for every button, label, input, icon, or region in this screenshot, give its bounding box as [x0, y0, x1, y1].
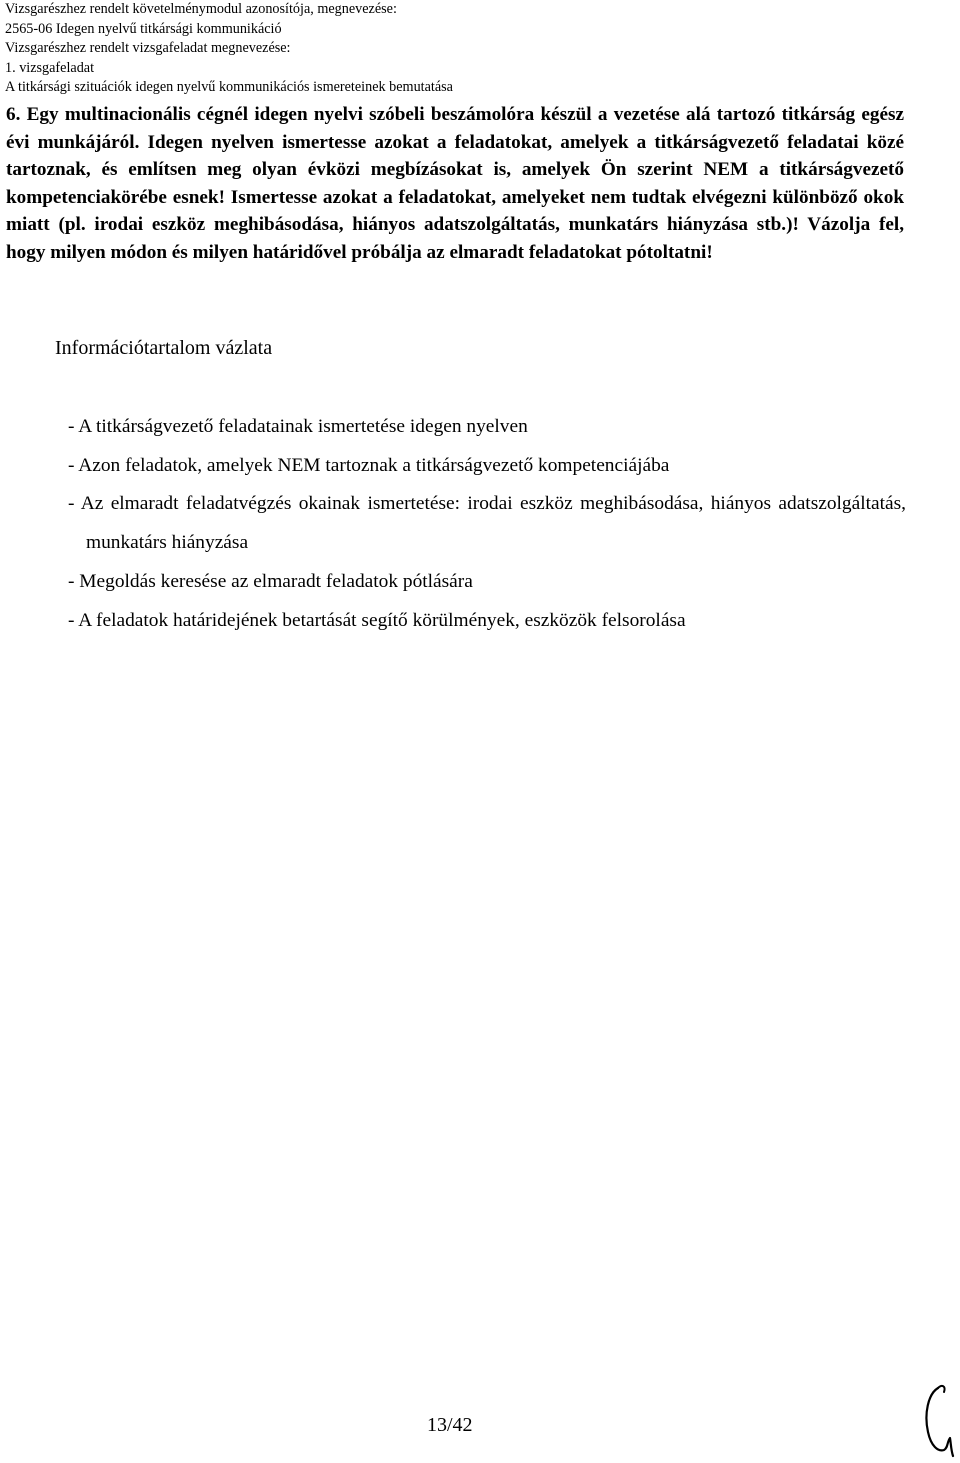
header-module-label: Vizsgarészhez rendelt követelménymodul azonosítója, megnevezése: [5, 1, 397, 17]
outline-item: - A titkárságvezető feladatainak ismertetése idegen nyelven [68, 416, 528, 437]
outline-item: - A feladatok határidejének betartását segítő körülmények, eszközök felsorolása [68, 609, 686, 631]
outline-list [68, 408, 906, 640]
page-number: 13/42 [427, 1414, 473, 1436]
document-header [5, 0, 945, 98]
signature-mark [920, 1380, 958, 1458]
task-description: 6. Egy multinacionális cégnél idegen nyelvi szóbeli beszámolóra készül a vezetése alá tartozó titkárság egész évi munkájáról. Idegen nyelven ismertesse azokat a feladatokat, amelyek a titkárságvezető feladatai közé tartoznak, és említsen meg olyan évközi megbízásokat is, amelyek Ön szerint NEM a titkárságvezető kompetenciakörébe esnek! Ismertesse azokat a feladatokat, amelyeket nem tudtak elvégezni különböző okok miatt (pl. irodai eszköz meghibásodása, hiányos adatszolgáltatás, munkatárs hiányzása stb.)! Vázolja fel, hogy milyen módon és milyen határidővel próbálja az elmaradt feladatokat pótoltatni! [6, 104, 904, 263]
outline-title: Információtartalom vázlata [55, 337, 273, 359]
outline-item: - Az elmaradt feladatvégzés okainak ismertetése: irodai eszköz meghibásodása, hiányos adatszolgáltatás, munkatárs hiányzása [68, 493, 906, 554]
header-task-name: A titkársági szituációk idegen nyelvű kommunikációs ismereteinek bemutatása [5, 79, 453, 96]
header-module-name: 2565-06 Idegen nyelvű titkársági kommunikáció [5, 20, 282, 37]
outline-item: - Azon feladatok, amelyek NEM tartoznak a titkárságvezető kompetenciájába [68, 454, 670, 476]
header-task-number: 1. vizsgafeladat [5, 59, 95, 76]
outline-item: - Megoldás keresése az elmaradt feladatok pótlására [68, 570, 473, 592]
header-task-label: Vizsgarészhez rendelt vizsgafeladat megnevezése: [5, 40, 291, 57]
